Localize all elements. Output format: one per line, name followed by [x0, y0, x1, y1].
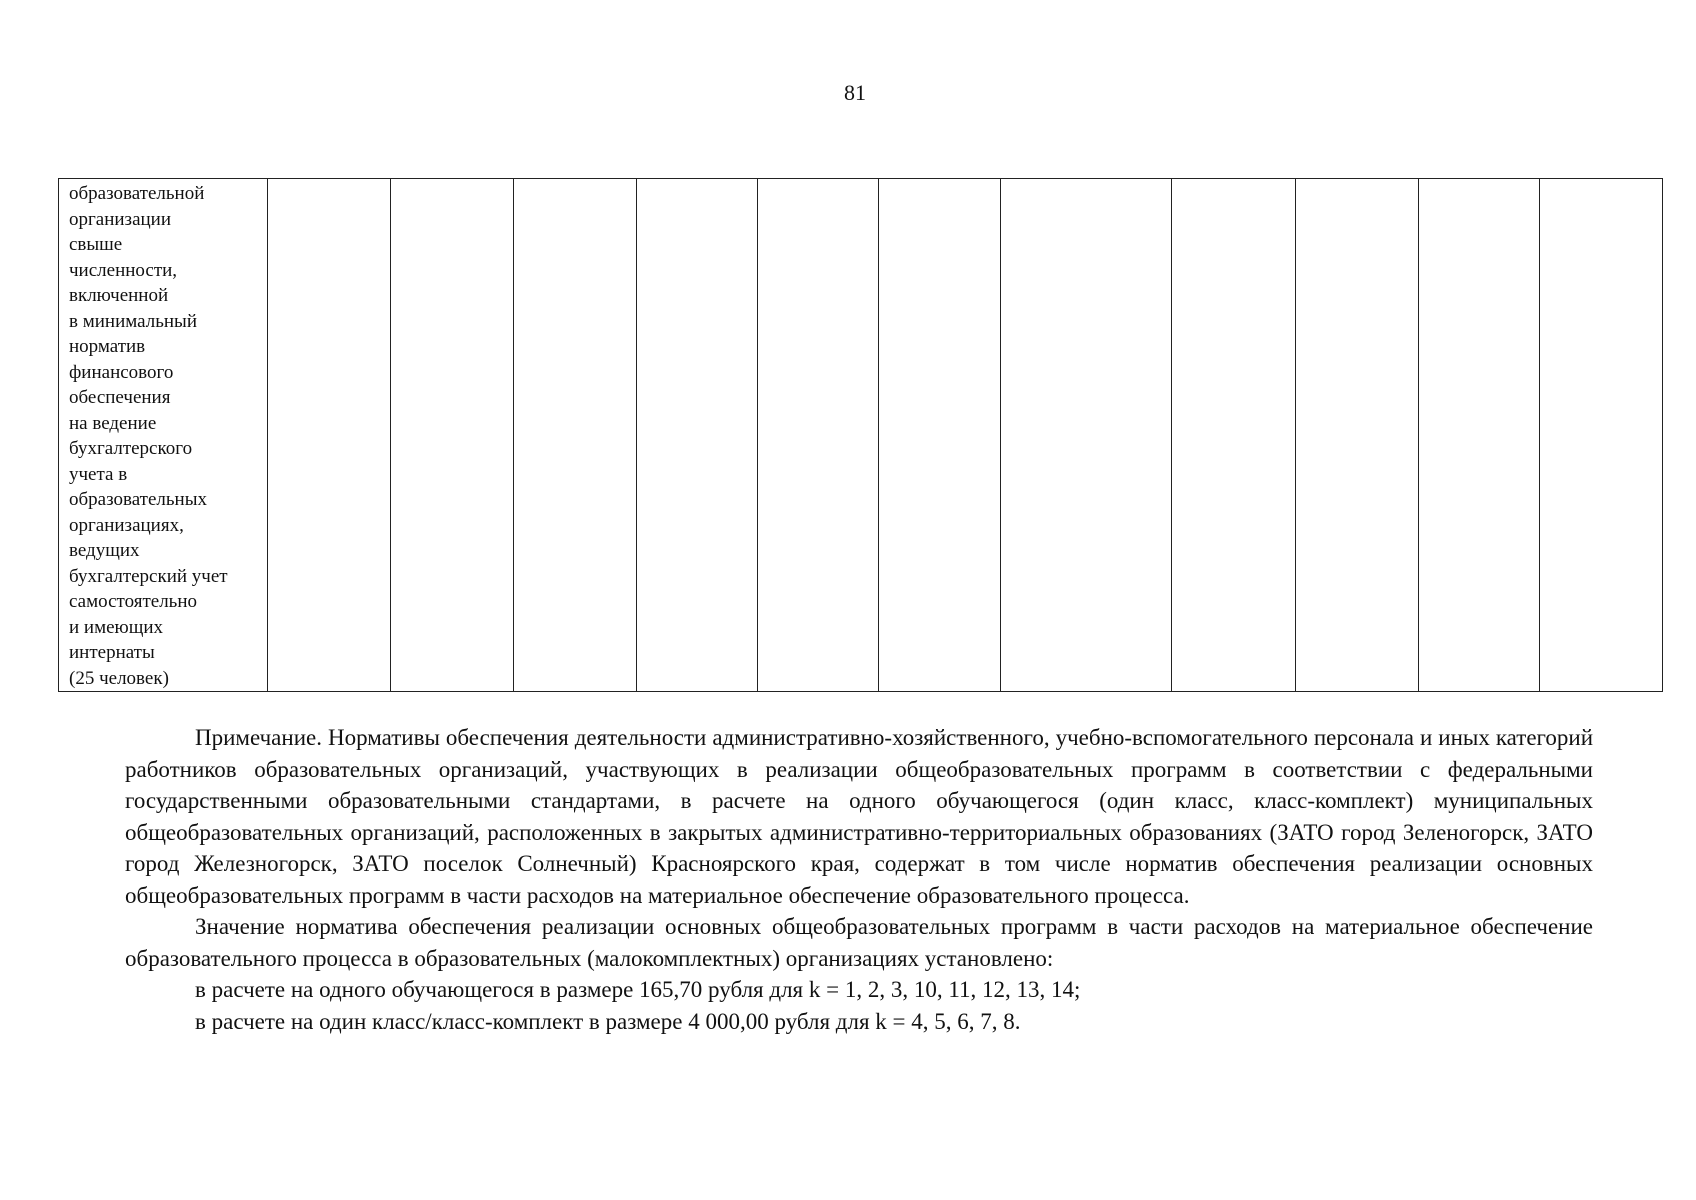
norm-line-per-student: в расчете на одного обучающегося в размере 165,70 рубля для k = 1, 2, 3, 10, 11, 12, 13, 14;	[195, 977, 1081, 1002]
table-cell-empty	[1540, 179, 1663, 692]
cell-text-line: (25 человек)	[69, 667, 169, 689]
table-cell-empty	[268, 179, 391, 692]
table-cell-description	[59, 179, 268, 692]
cell-text-line: свыше	[69, 234, 123, 255]
table-cell-empty	[1419, 179, 1540, 692]
note-paragraph: Примечание. Нормативы обеспечения деятельности административно-хозяйственного, учебно-вспомогательного персонала и иных категорий работников образовательных организаций, участвующих в реализации общеобразовательных программ в соответствии с федеральными государственными образовательными стандартами, в расчете на одного обучающегося (один класс, класс-комплект) муниципальных общеобразовательных организаций, расположенных в закрытых административно-территориальных образованиях (ЗАТО город Зеленогорск, ЗАТО город Железногорск, ЗАТО поселок Солнечный) Красноярского края, содержат в том числе норматив обеспечения реализации основных общеобразовательных программ в части расходов на материальное обеспечение образовательного процесса.	[125, 725, 1593, 908]
cell-text-line: образовательных	[69, 489, 207, 510]
table-cell-empty	[514, 179, 637, 692]
cell-text-line: бухгалтерский учет	[69, 565, 228, 587]
table-cell-empty	[1172, 179, 1296, 692]
cell-text-line: бухгалтерского	[69, 438, 193, 459]
table-cell-empty	[758, 179, 879, 692]
page-number: 81	[844, 80, 866, 105]
table-cell-empty	[391, 179, 514, 692]
table-cell-empty	[879, 179, 1001, 692]
cell-text-line: самостоятельно	[69, 591, 198, 612]
cell-text-line: образовательной	[69, 183, 205, 204]
cell-text-line: организациях,	[69, 514, 184, 536]
cell-text-line: учета в	[69, 463, 128, 485]
cell-text-line: и имеющих	[69, 616, 164, 638]
table-cell-empty	[1001, 179, 1172, 692]
cell-text-line: в минимальный	[69, 310, 197, 332]
note-paragraph: Значение норматива обеспечения реализации основных общеобразовательных программ в части расходов на материальное обеспечение образовательного процесса в образовательных (малокомплектных) организациях установлено:	[125, 914, 1593, 971]
table-row	[59, 179, 1663, 692]
cell-text-line: численности,	[69, 259, 178, 281]
cell-text-line: организации	[69, 208, 172, 230]
norm-table	[58, 178, 1663, 692]
table-cell-empty	[1296, 179, 1419, 692]
cell-text-line: норматив	[69, 336, 146, 357]
note-section	[125, 722, 1593, 1037]
table-cell-empty	[637, 179, 758, 692]
norm-table-container	[58, 178, 1663, 692]
cell-text-line: интернаты	[69, 642, 155, 663]
cell-text-line: включенной	[69, 285, 169, 306]
cell-text-line: на ведение	[69, 412, 157, 434]
cell-text-line: ведущих	[69, 540, 140, 561]
cell-text-line: финансового	[69, 361, 174, 383]
cell-text-line: обеспечения	[69, 387, 171, 408]
norm-line-per-class: в расчете на один класс/класс-комплект в размере 4 000,00 рубля для k = 4, 5, 6, 7, 8.	[195, 1008, 1021, 1034]
